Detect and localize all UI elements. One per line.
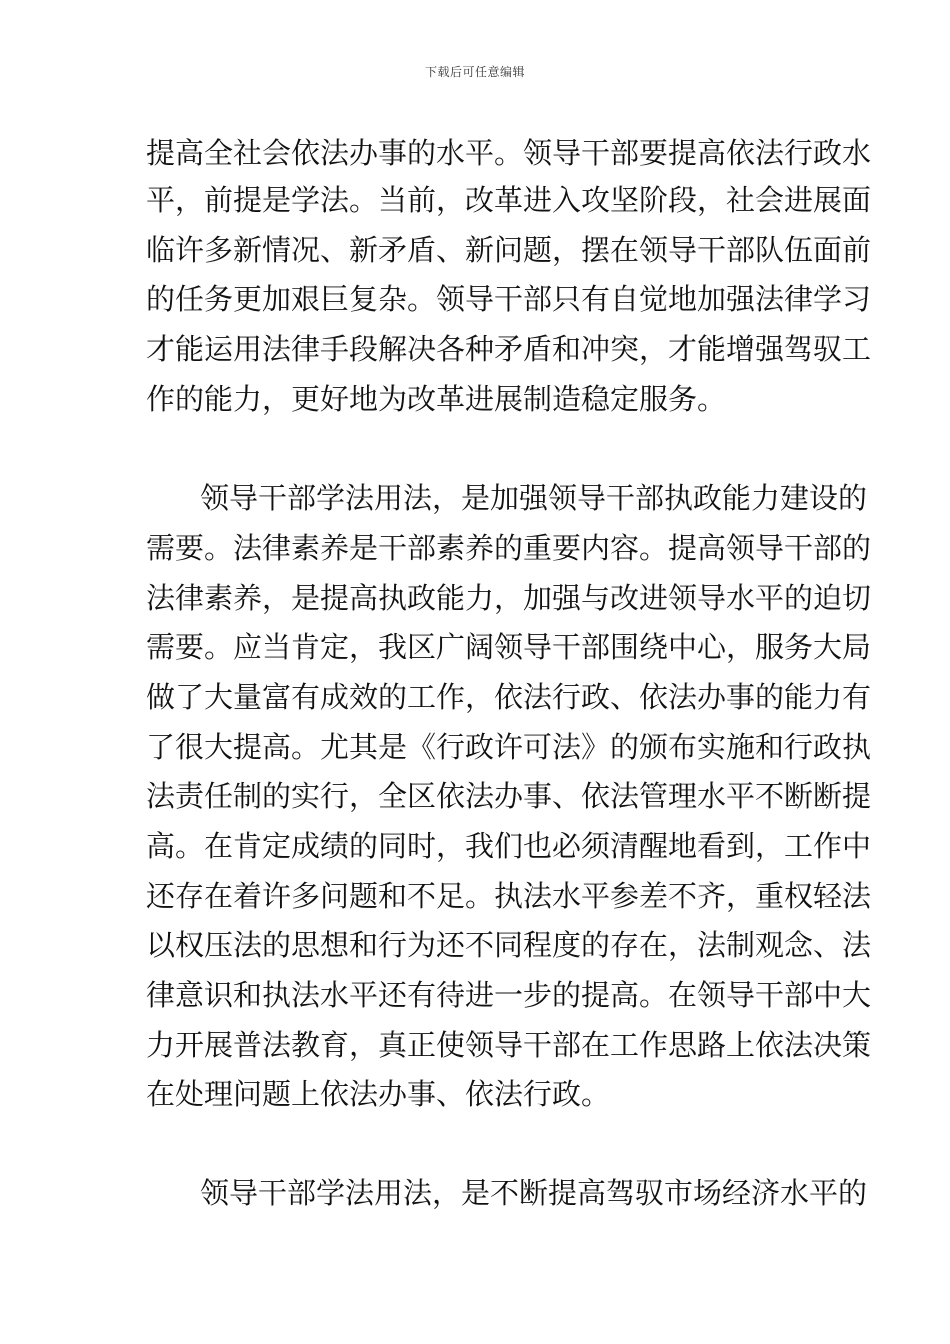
text-line: 高。在肯定成绩的同时，我们也必须清醒地看到，工作中 [146, 829, 872, 863]
text-line: 才能运用法律手段解决各种矛盾和冲突，才能增强驾驭工 [146, 332, 872, 366]
text-line: 还存在着许多问题和不足。执法水平参差不齐，重权轻法 [146, 879, 872, 913]
text-line: 提高全社会依法办事的水平。领导干部要提高依法行政水 [146, 136, 872, 170]
text-line: 律意识和执法水平还有待进一步的提高。在领导干部中大 [146, 978, 872, 1012]
text-line: 法责任制的实行，全区依法办事、依法管理水平不断断提 [146, 779, 872, 813]
page-header: 下载后可任意编辑 [424, 65, 525, 79]
text-line: 需要。法律素养是干部素养的重要内容。提高领导干部的 [146, 531, 872, 565]
text-line: 平，前提是学法。当前，改革进入攻坚阶段，社会进展面 [146, 183, 872, 217]
text-line: 力开展普法教育，真正使领导干部在工作思路上依法决策 [146, 1028, 872, 1062]
text-line: 的任务更加艰巨复杂。领导干部只有自觉地加强法律学习 [146, 282, 872, 316]
text-line: 在处理问题上依法办事、依法行政。 [146, 1077, 611, 1111]
text-line: 以权压法的思想和行为还不同程度的存在，法制观念、法 [146, 928, 872, 962]
text-line: 领导干部学法用法，是不断提高驾驭市场经济水平的 [200, 1176, 868, 1210]
text-line: 法律素养，是提高执政能力，加强与改进领导水平的迫切 [146, 581, 872, 615]
text-line: 临许多新情况、新矛盾、新问题，摆在领导干部队伍面前 [146, 233, 872, 267]
text-line: 了很大提高。尤其是《行政许可法》的颁布实施和行政执 [146, 730, 872, 764]
text-line: 做了大量富有成效的工作，依法行政、依法办事的能力有 [146, 680, 872, 714]
text-line: 领导干部学法用法，是加强领导干部执政能力建设的 [200, 481, 868, 515]
text-line: 作的能力，更好地为改革进展制造稳定服务。 [146, 382, 727, 416]
text-line: 需要。应当肯定，我区广阔领导干部围绕中心，服务大局 [146, 630, 872, 664]
